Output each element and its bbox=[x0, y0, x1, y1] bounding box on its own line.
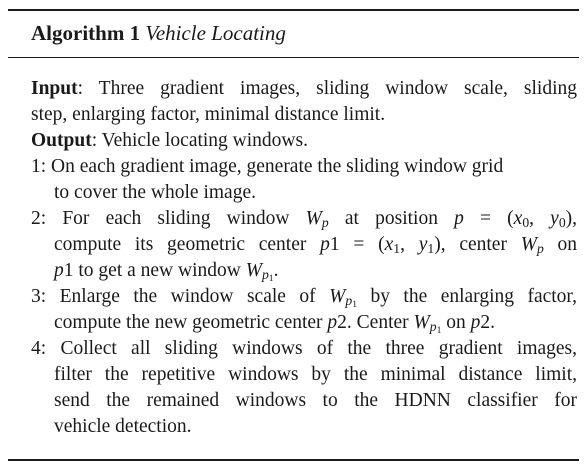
math-Wp1-2: $W_{p_1}$ bbox=[329, 286, 357, 310]
step-2-text-3: to get a new window bbox=[78, 260, 241, 281]
step-4-number: 4: bbox=[31, 338, 47, 359]
step-4-text-4: vehicle detection. bbox=[54, 416, 192, 437]
step-1-text-1: On each gradient image, generate the sliding window grid bbox=[51, 156, 504, 177]
step-4-line-3 bbox=[31, 388, 577, 414]
step-4-line-2 bbox=[31, 362, 577, 388]
math-p-equals-x0-y0: $p = (x_0$, $y_0$), bbox=[454, 208, 578, 230]
output-line bbox=[31, 128, 577, 154]
algorithm-name: Vehicle Locating bbox=[145, 21, 286, 45]
output-label: Output bbox=[31, 130, 92, 151]
step-3-text-2c: on bbox=[446, 312, 466, 333]
output-text: : Vehicle locating windows. bbox=[91, 130, 308, 151]
step-2-text-2a: compute its geometric center bbox=[54, 234, 307, 255]
math-Wp1: $W_{p_1}$. bbox=[245, 260, 279, 284]
step-2-line-2 bbox=[31, 232, 577, 258]
input-text-1: : Three gradient images, sliding window scale, sliding bbox=[77, 78, 577, 99]
step-2-text-2c: on bbox=[557, 234, 578, 255]
step-2-text-1b: at position bbox=[344, 208, 438, 229]
step-4-line-4 bbox=[31, 414, 577, 440]
math-Wp-2: $W_p$ bbox=[520, 234, 544, 256]
header-rule bbox=[8, 57, 579, 58]
step-1-number: 1: bbox=[31, 156, 47, 177]
algorithm-title bbox=[31, 20, 286, 46]
step-2-text-2b: , center bbox=[440, 234, 507, 255]
math-p1: p1 bbox=[54, 260, 74, 281]
step-4-text-1: Collect all sliding windows of the three gradient images, bbox=[60, 338, 578, 359]
input-label: Input bbox=[31, 78, 78, 99]
top-rule bbox=[8, 9, 579, 11]
step-4-text-3: send the remained windows to the HDNN classifier for bbox=[54, 390, 577, 411]
step-4-text-2: filter the repetitive windows by the minimal distance limit, bbox=[54, 364, 577, 385]
step-4-line-1 bbox=[31, 336, 577, 362]
algorithm-label: Algorithm 1 bbox=[31, 21, 141, 45]
step-1-text-2: to cover the whole image. bbox=[54, 182, 256, 203]
math-Wp1-3: $W_{p_1}$ bbox=[413, 312, 442, 336]
step-1-line-2 bbox=[31, 180, 577, 206]
math-p2: p2 bbox=[327, 312, 347, 333]
step-3-line-2 bbox=[31, 310, 577, 336]
step-3-text-2b: . Center bbox=[346, 312, 409, 333]
step-3-line-1 bbox=[31, 284, 577, 310]
input-line-1 bbox=[31, 76, 577, 102]
step-3-number: 3: bbox=[31, 286, 47, 307]
math-Wp: $W_p$ bbox=[305, 208, 329, 230]
algorithm-body bbox=[31, 76, 577, 440]
bottom-rule bbox=[8, 459, 579, 461]
input-line-2 bbox=[31, 102, 577, 128]
step-2-number: 2: bbox=[31, 208, 47, 229]
step-3-text-2a: compute the new geometric center bbox=[54, 312, 323, 333]
math-p1-equals-x1-y1: $p1 = (x_1$, $y_1$) bbox=[320, 234, 441, 256]
math-p2-2: p2. bbox=[470, 312, 496, 333]
input-text-2: step, enlarging factor, minimal distance limit. bbox=[31, 104, 386, 125]
step-3-text-1a: Enlarge the window scale of bbox=[59, 286, 316, 307]
step-2-text-1: For each sliding window bbox=[62, 208, 290, 229]
step-2-line-3 bbox=[31, 258, 577, 284]
step-3-text-1b: by the enlarging factor, bbox=[370, 286, 578, 307]
step-1-line-1 bbox=[31, 154, 577, 180]
step-2-line-1 bbox=[31, 206, 577, 232]
